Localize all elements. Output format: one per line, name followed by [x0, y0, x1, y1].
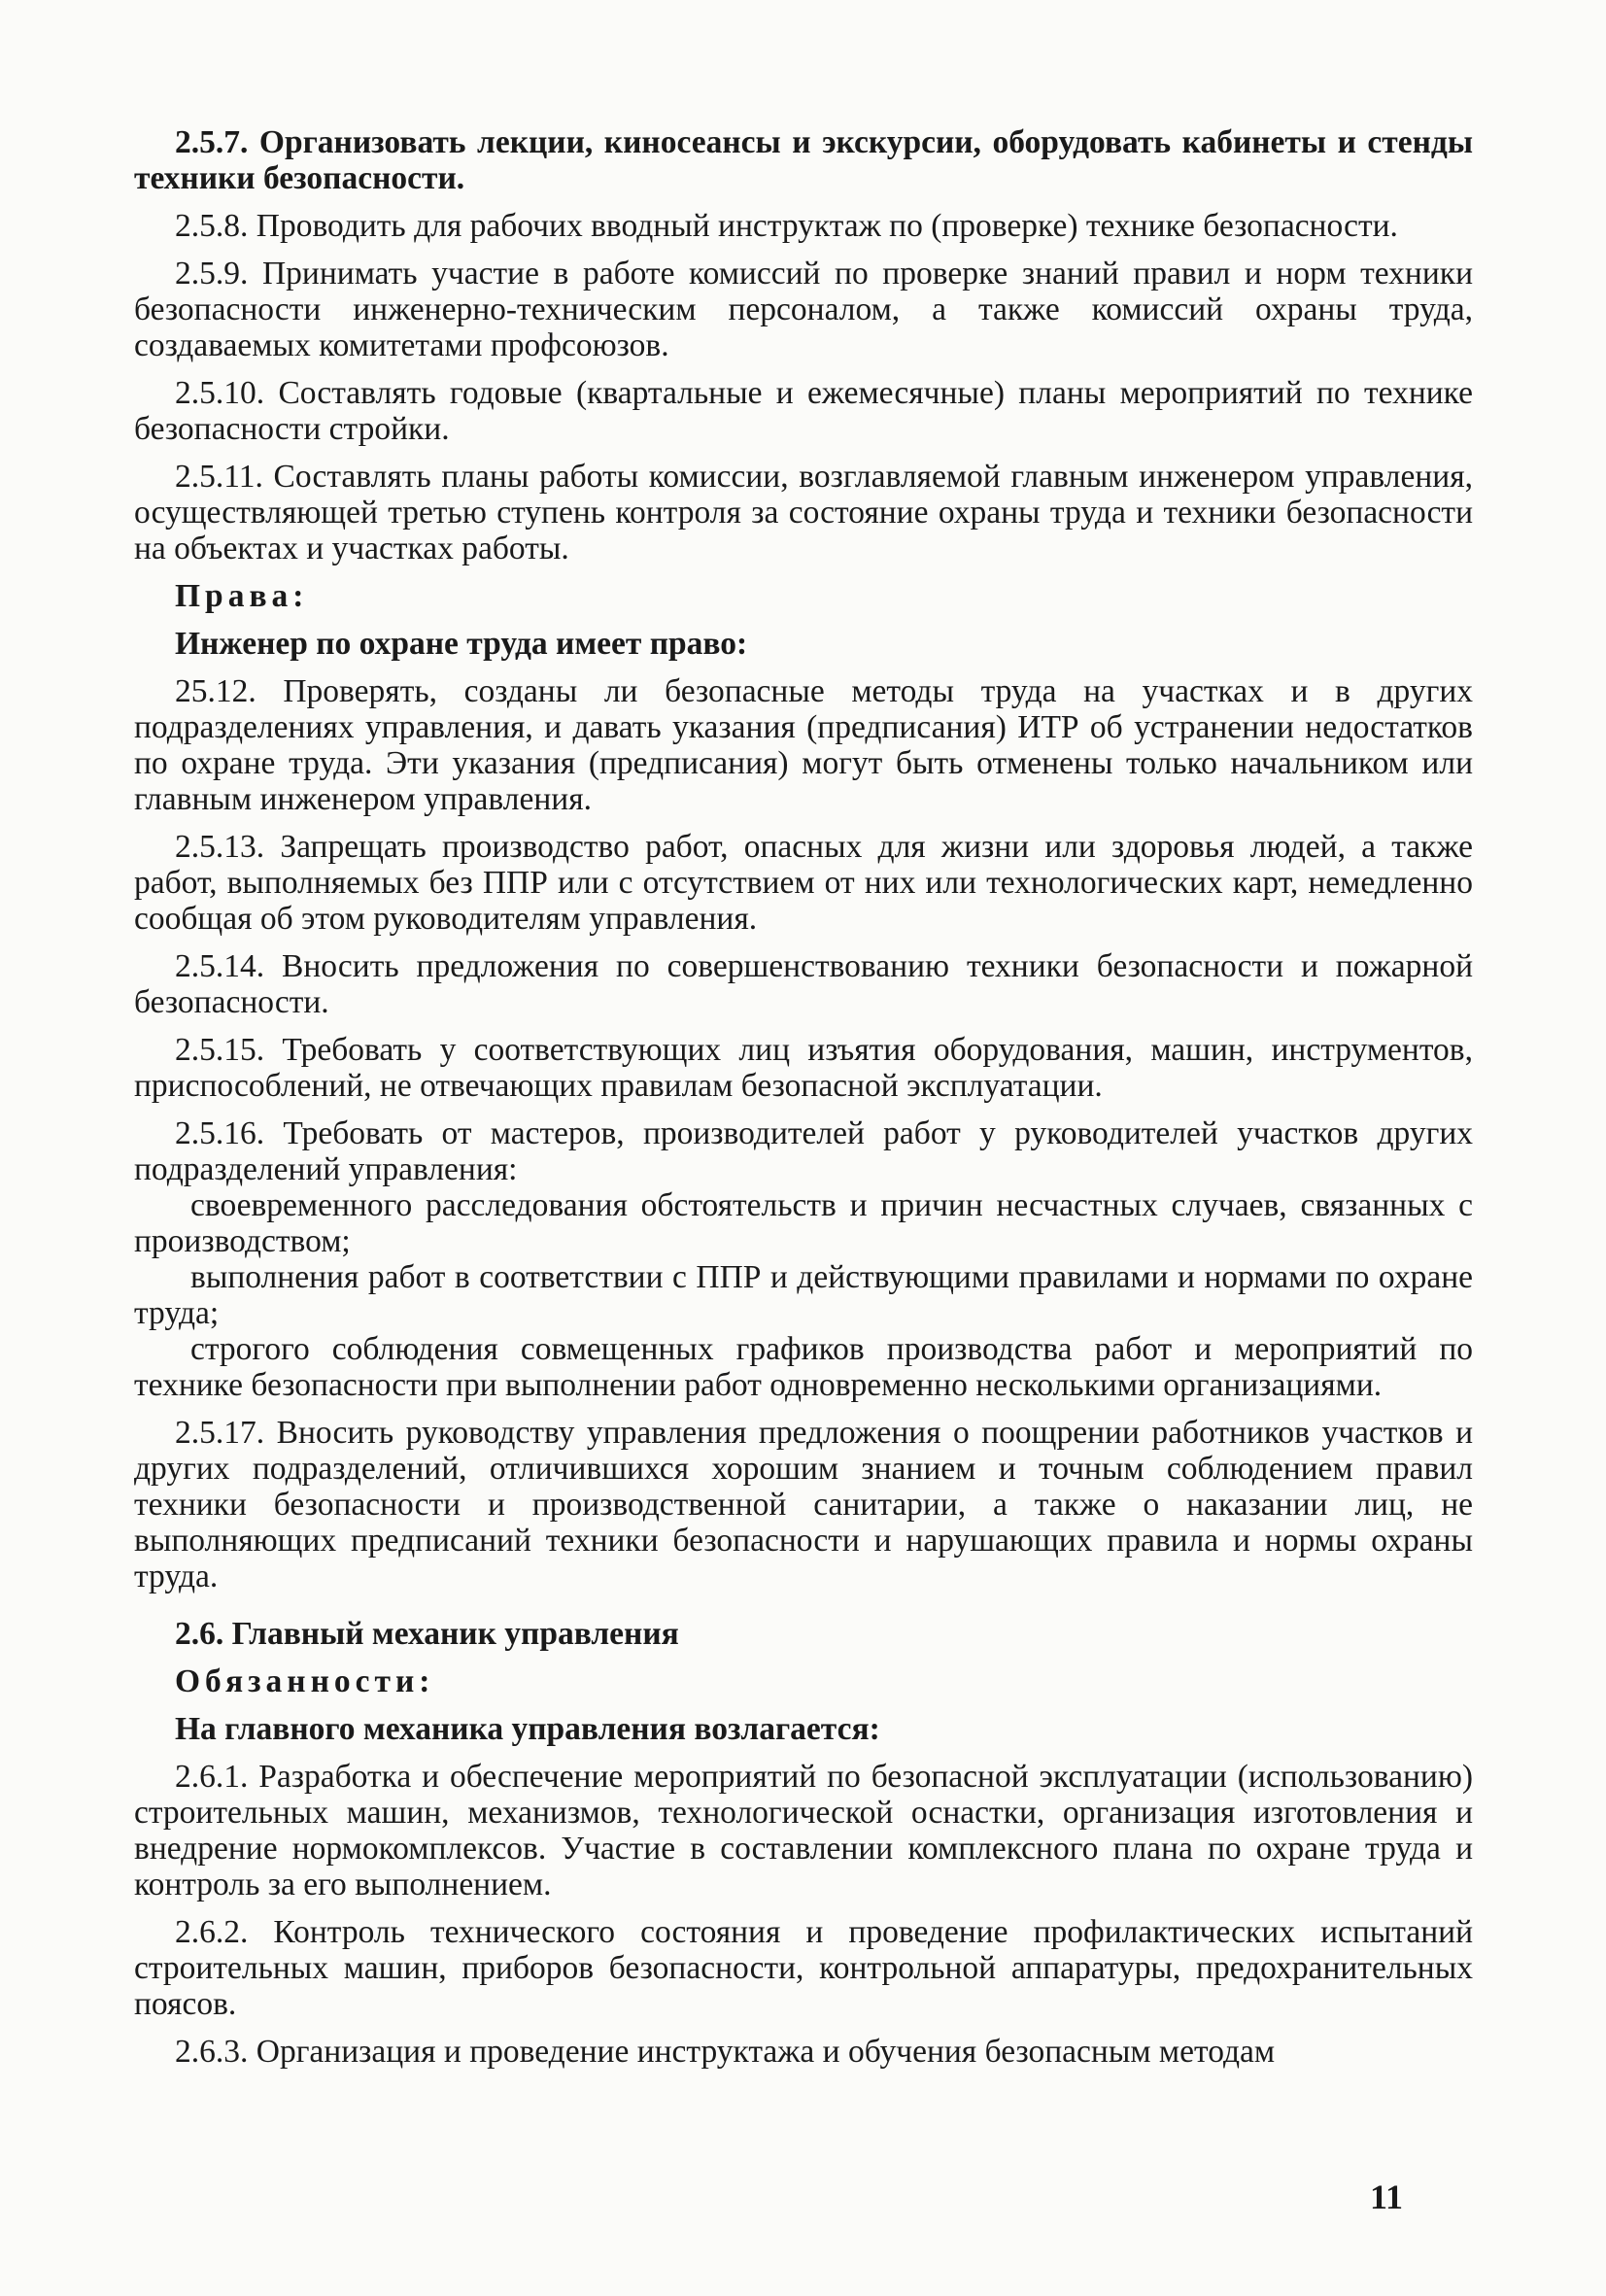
paragraph-2-5-7: 2.5.7. Организовать лекции, киносеансы и экскурсии, оборудовать кабинеты и стенды техники безопасности. [134, 124, 1473, 196]
page-body [134, 124, 1473, 2081]
paragraph-2-5-12: 25.12. Проверять, созданы ли безопасные методы труда на участках и в других подразделениях управления, и давать указания (предписания) ИТР об устранении недостатков по охране труда. Эти указания (предписания) могут быть отменены только начальником или главным инженером управления. [134, 673, 1473, 817]
paragraph-2-5-8: 2.5.8. Проводить для рабочих вводный инструктаж по (проверке) технике безопасности. [175, 208, 1398, 244]
paragraph-2-5-15: 2.5.15. Требовать у соответствующих лиц изъятия оборудования, машин, инструментов, приспособлений, не отвечающих правилам безопасной эксплуатации. [134, 1032, 1473, 1104]
rights-intro: Инженер по охране труда имеет право: [175, 626, 748, 662]
rights-heading: Права: [175, 578, 309, 614]
paragraph-2-5-17: 2.5.17. Вносить руководству управления предложения о поощрении работников участков и других подразделений, отличившихся хорошим знанием и точным соблюдением правил техники безопасности и производственной санитарии, а также о наказании лиц, не выполняющих предписаний техники безопасности и нарушающих правила и нормы охраны труда. [134, 1415, 1473, 1594]
paragraph-2-6-2: 2.6.2. Контроль технического состояния и проведение профилактических испытаний строительных машин, приборов безопасности, контрольной аппаратуры, предохранительных поясов. [134, 1914, 1473, 2022]
paragraph-2-5-9: 2.5.9. Принимать участие в работе комиссий по проверке знаний правил и норм техники безопасности инженерно-техническим персоналом, а также комиссий охраны труда, создаваемых комитетами профсоюзов. [134, 256, 1473, 363]
paragraph-2-5-10: 2.5.10. Составлять годовые (квартальные и ежемесячные) планы мероприятий по технике безопасности стройки. [134, 375, 1473, 447]
section-title: 2.6. Главный механик управления [175, 1616, 679, 1652]
paragraph-2-6-3: 2.6.3. Организация и проведение инструктажа и обучения безопасным методам [175, 2034, 1276, 2070]
paragraph-2-5-11: 2.5.11. Составлять планы работы комиссии, возглавляемой главным инженером управления, осуществляющей третью ступень контроля за состояние охраны труда и техники безопасности на объектах и участках работы. [134, 459, 1473, 566]
list-item: строгого соблюдения совмещенных графиков производства работ и мероприятий по технике безопасности при выполнении работ одновременно несколькими организациями. [134, 1331, 1473, 1403]
list-item: своевременного расследования обстоятельств и причин несчастных случаев, связанных с производством; [134, 1187, 1473, 1259]
paragraph-2-5-16: 2.5.16. Требовать от мастеров, производителей работ у руководителей участков других подразделений управления: [134, 1115, 1473, 1187]
paragraph-2-5-13: 2.5.13. Запрещать производство работ, опасных для жизни или здоровья людей, а также работ, выполняемых без ППР или с отсутствием от них или технологических карт, немедленно сообщая об этом руководителям управления. [134, 829, 1473, 937]
list-item: выполнения работ в соответствии с ППР и действующими правилами и нормами по охране труда; [134, 1259, 1473, 1331]
duties-heading: Обязанности: [175, 1663, 435, 1699]
paragraph-2-6-1: 2.6.1. Разработка и обеспечение мероприятий по безопасной эксплуатации (использованию) строительных машин, механизмов, технологической оснастки, организация изготовления и внедрение нормокомплексов. Участие в составлении комплексного плана по охране труда и контроль за его выполнением. [134, 1759, 1473, 1902]
page-number: 11 [1370, 2177, 1404, 2216]
paragraph-2-5-14: 2.5.14. Вносить предложения по совершенствованию техники безопасности и пожарной безопасности. [134, 948, 1473, 1020]
duties-intro: На главного механика управления возлагается: [175, 1711, 880, 1747]
